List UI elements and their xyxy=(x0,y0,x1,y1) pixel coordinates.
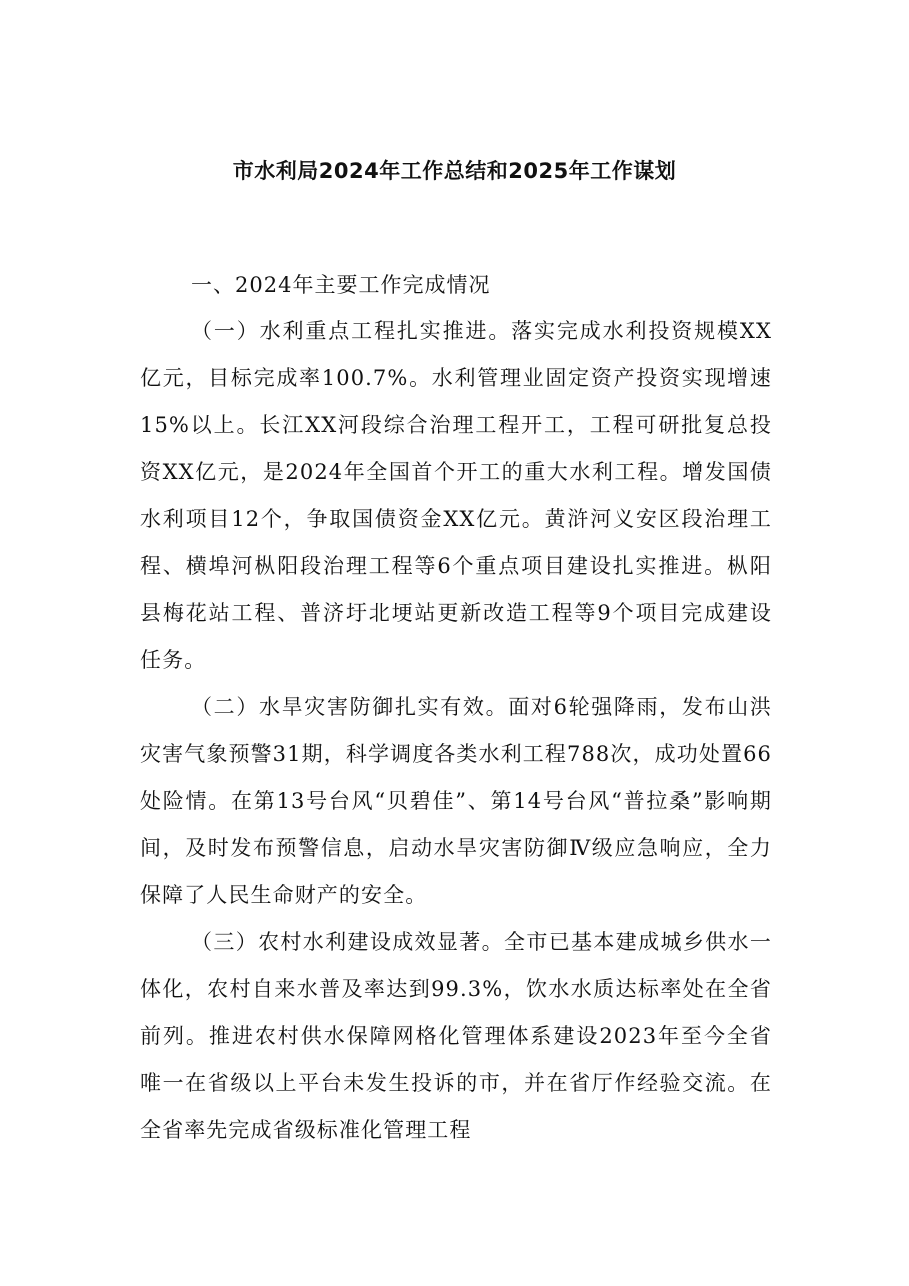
paragraph-rural-water: （三）农村水利建设成效显著。全市已基本建成城乡供水一体化，农村自来水普及率达到99.3%，饮水水质达标率处在全省前列。推进农村供水保障网格化管理体系建设2023年至今全省唯一在省级以上平台未发生投诉的市，并在省厅作经验交流。在全省率先完成省级标准化管理工程 xyxy=(140,930,772,1142)
paragraph-key-projects: （一）水利重点工程扎实推进。落实完成水利投资规模XX亿元，目标完成率100.7%。水利管理业固定资产投资实现增速15%以上。长江XX河段综合治理工程开工，工程可研批复总投资XX亿元，是2024年全国首个开工的重大水利工程。增发国债水利项目12个，争取国债资金XX亿元。黄浒河义安区段治理工程、横埠河枞阳段治理工程等6个重点项目建设扎实推进。枞阳县梅花站工程、普济圩北埂站更新改造工程等9个项目完成建设任务。 xyxy=(140,319,772,672)
document-title: 市水利局2024年工作总结和2025年工作谋划 xyxy=(232,159,677,183)
paragraph-flood-drought-defense: （二）水旱灾害防御扎实有效。面对6轮强降雨，发布山洪灾害气象预警31期，科学调度各类水利工程788次，成功处置66处险情。在第13号台风“贝碧佳”、第14号台风“普拉桑”影响期间，及时发布预警信息，启动水旱灾害防御Ⅳ级应急响应，全力保障了人民生命财产的安全。 xyxy=(140,695,772,907)
section-heading: 一、2024年主要工作完成情况 xyxy=(191,273,491,297)
document-body xyxy=(140,262,772,1154)
